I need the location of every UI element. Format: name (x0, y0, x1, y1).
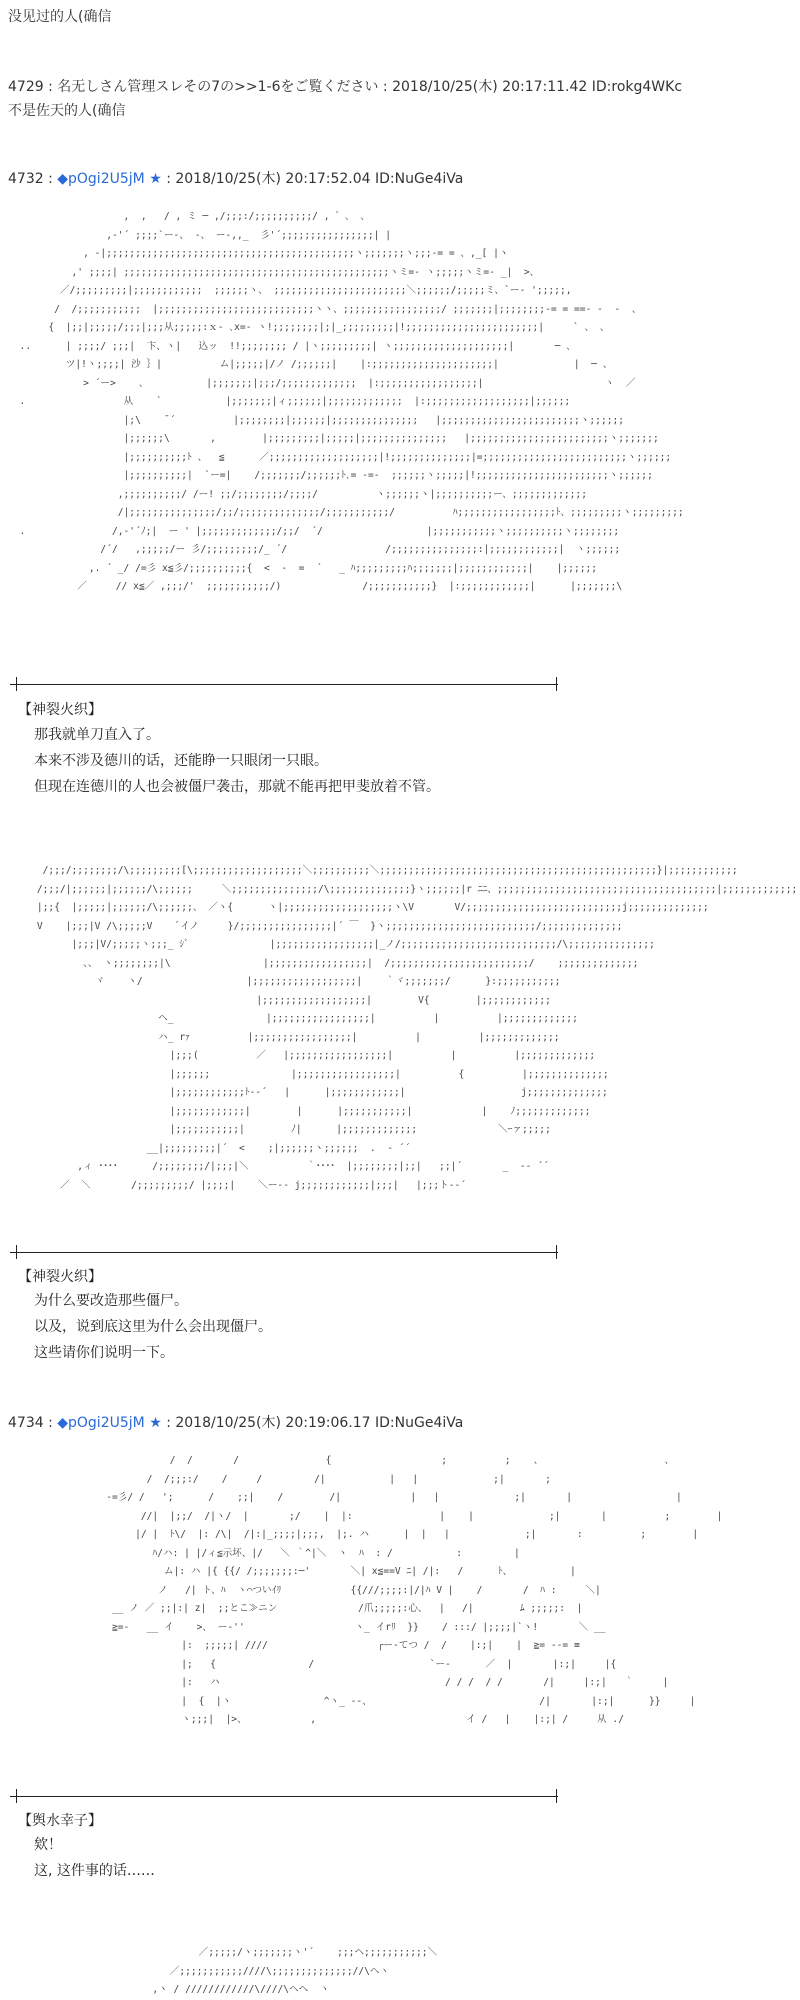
divider-tick-left (16, 1245, 17, 1259)
divider-tick-right (556, 1245, 557, 1259)
star-icon: ★ (149, 171, 162, 187)
post-header-4732 (8, 168, 463, 188)
speaker-name: 【神裂火织】 (18, 702, 102, 718)
speaker-name: 【舆水幸子】 (18, 1813, 102, 1829)
dialogue-line: 但现在连德川的人也会被僵尸袭击，那就不能再把甲斐放着不管。 (34, 779, 440, 795)
dialogue-line: 为什么要改造那些僵尸。 (34, 1293, 188, 1309)
ascii-art-panel-2: /;;;/;;;;;;;;/\;;;;;;;;;[\;;;;;;;;;;;;;;;;;;;＼;;;;;;;;;;＼;;;;;;;;;;;;;;;;;;;;;;;;;;;;;;;;;;;;;;;;;;;;;;;;}|;;;;;;;;;;;; /;;;/|;;;;;;|;;;;;;/\;;;;;; ＼;;;;;;;;;;;;;;;/\;;;;;;;;;;;;;;}ヽ;;;;;;|r ﾆﾆ、;;;;;;;;;;;;;;;;;;;;;;;;;;;;;;;;;;;;;;|;;;;;;;;;;;;; |;;{ |;;;;;|;;;;;;/\;;;;;;、 ／ヽ{ ヽ|;;;;;;;;;;;;;;;;;;;ヽ\V V/;;;;;;;;;;;;;;;;;;;;;;;;;;;j;;;;;;;;;;;;;; V |;;;|V /\;;;;;V ﾞイノ }/;;;;;;;;;;;;;;;;|´ ￣ }ヽ;;;;;;;;;;;;;;;;;;;;;;;;;;/;;;;;;;;;;;;;; |;;;|V/;;;;;ヽ;;;_ ｼﾞ |;;;;;;;;;;;;;;;;;|_ノ/;;;;;;;;;;;;;;;;;;;;;;;;;;;/\;;;;;;;;;;;;;;; 、、 ヽ;;;;;;;;|\ |;;;;;;;;;;;;;;;;;| /;;;;;;;;;;;;;;;;;;;;;;;;/ ;;;;;;;;;;;;;; ヾ ヽ/ |;;;;;;;;;;;;;;;;;;| ｀ヾ;;;;;;;/ }:;;;;;;;;;;; |;;;;;;;;;;;;;;;;;;| V{ |;;;;;;;;;;;; ヘ_ |;;;;;;;;;;;;;;;;;| | |;;;;;;;;;;;;; ハ_ rｧ |;;;;;;;;;;;;;;;;;| | |;;;;;;;;;;;;; |;;;( ／ |;;;;;;;;;;;;;;;;;| | |;;;;;;;;;;;;; |;;;;;; |;;;;;;;;;;;;;;;;;| { |;;;;;;;;;;;;;; |;;;;;;;;;;;;ﾄ-‐´ | |;;;;;;;;;;;;| j;;;;;;;;;;;;;; |;;;;;;;;;;;;| | |;;;;;;;;;;;| | ﾉ;;;;;;;;;;;;; |;;;;;;;;;;;| ﾉ| |;;;;;;;;;;;;; ＼ｰァ;;;;; __|;;;;;;;;;|´ < ;|;;;;;;ヽ;;;;;; . ‐ ´´ ,ィ ････ /;;;;;;;;/|;;;|＼ ｀････ |;;;;;;;;|;;| ;;|´ _ -‐ ´´ ／ ＼ /;;;;;;;;;/ |;;;;| ＼ー‐‐ j;;;;;;;;;;;;|;;;| |;;;ト-‐´ (36, 865, 798, 1191)
post-meta: : 2018/10/25(木) 20:17:52.04 ID:NuGe4iVa (161, 171, 464, 187)
post-meta: : 2018/10/25(木) 20:19:06.17 ID:NuGe4iVa (161, 1415, 464, 1431)
divider-tick-left (16, 677, 17, 691)
dialogue-line: 以及，说到底这里为什么会出现僵尸。 (34, 1319, 272, 1335)
panel-divider-3 (10, 1796, 558, 1797)
dialogue-line: 这些请你们说明一下。 (34, 1345, 174, 1361)
trip-code-link[interactable]: ◆pOgi2U5jM (57, 171, 145, 187)
post-number: 4734 : (8, 1415, 58, 1431)
divider-tick-right (556, 1789, 557, 1803)
trip-code-link[interactable]: ◆pOgi2U5jM (57, 1415, 145, 1431)
panel-divider-1 (10, 684, 558, 685)
post-number: 4732 : (8, 171, 58, 187)
panel-divider-2 (10, 1252, 558, 1253)
post-header-4729: 4729 : 名无しさん管理スレその7の>>1-6をご覧ください : 2018/10/25(木) 20:17:11.42 ID:rokg4WKc (8, 79, 683, 95)
star-icon: ★ (149, 1415, 162, 1431)
dialogue-line: 这, 这件事的话…… (34, 1863, 155, 1879)
divider-tick-right (556, 677, 557, 691)
ascii-art-fragment: ／;;;;;/ヽ;;;;;;;ヽ'´ ;;;ヘ;;;;;;;;;;;＼ ／;;;;;;;;;;;////\;;;;;;;;;;;;;;//\ヘヽ ,ヽ / ////////////\////\ヘヘ ヽ (152, 1947, 438, 1995)
dialogue-line: 那我就单刀直入了。 (34, 727, 160, 743)
ascii-art-panel-3: / / / { ; ; 、 、 / /;;;:/ / / /| | | ;| ; -=彡/ / '; / ;;| / /| | | ;| | | //| |;;/ /|ヽ/ | ;/ | |: | | ;| | ; | |/ | ﾄ\/ |: /\| /|:|_;;;;|;;;, |;. ハ | | | ;| : ; | ﾊ/ハ: | |/ィ≦示坏、|/ ＼ ｀^|＼ ヽ ﾊ : / : | ム|: ハ |{ {{/ /;;;;;;;:─' ＼| x≦==V ﾆ| /|: / ﾄ、 | ノ /| ト、ﾊ ヽ⌒ついｲﾘ {{///;;;;:|/|ﾊ V | / / ﾊ : ＼| __ ノ ／ ;;|:| z| ;;とこ≫ニン /爪;;;;;:心、 | /| ﾑ ;;;;;: | ≧=- __ イ >、 ー‐'' ヽ_ イrﾘ }} / :::/ |;;;;|`ヽ! ＼ __ |: ;;;;;| //// ┌ー-てつ / / |:;| | ≧= ‐‐= ≡ |; { / `ー- ／ | |:;| |{ |: ハ / / / / / /| |:;| ｀ | | { |ヽ ^ヽ_ ‐-、 /| |:;| }} | ヽ;;;| |>、 , イ / | |:;| / 从 ./ (106, 1455, 723, 1725)
post-body-4729: 不是佐天的人(确信 (8, 103, 126, 119)
dialogue-line: 本来不涉及德川的话，还能睁一只眼闭一只眼。 (34, 753, 328, 769)
dialogue-line: 欸！ (34, 1837, 62, 1853)
speaker-name: 【神裂火织】 (18, 1269, 102, 1285)
divider-tick-left (16, 1789, 17, 1803)
previous-post-fragment: 没见过的人(确信 (8, 9, 112, 25)
ascii-art-panel-1: , , / , ミ ─ ,/;;;:/;;;;;;;;;;/ , ゛、 、 ,-'´ ;;;;`ー-、 -、 ー-,,_ 彡'´;;;;;;;;;;;;;;;;| | , -|;;;;;;;;;;;;;;;;;;;;;;;;;;;;;;;;;;;;;;;;;;;ヽ;;;;;;;ヽ;;;-= = 、,_[ |ヽ ,' ;;;;| ;;;;;;;;;;;;;;;;;;;;;;;;;;;;;;;;;;;;;;;;;;;;;;ヽミ=- ヽ;;;;;ヽミ=- _| >、 ／/;;;;;;;;;|;;;;;;;;;;;; ;;;;;;ヽ、 ;;;;;;;;;;;;;;;;;;;;;;;＼;;;;;;/;;;;;ミ、`ー- ';;;;;, / /;;;;;;;;;;; |;;;;;;;;;;;;;;;;;;;;;;;;;;;ヽヽ、;;;;;;;;;;;;;;;;;/ ;;;;;;;|;;;;;;;;-= = ==- - - 、 { |;;|;;;;;/;;;|;;;从;;;;;:ｘ‐ ､x=- ヽ!;;;;;;;;|;|_;;;;;;;;;|!;;;;;;;;;;;;;;;;;;;;;;;| ` 、 、 .. | ;;;;/ ;;;| 卞、ヽ| 込ッ !!;;;;;;;; / |ヽ;;;;;;;;;| ヽ;;;;;;;;;;;;;;;;;;;;| ─ 、 ツ|!ヽ;;;;| 沙 ｝| ム|;;;;;|/ノ /;;;;;;| |:;;;;;;;;;;;;;;;;;;;;;| | ─ 、 > ´ー> 、 |;;;;;;;|;;;/;;;;;;;;;;;;; |:;;;;;;;;;;;;;;;;;| ヽ ／ . 从 ` |;;;;;;;|ィ;;;;;;|;;;;;;;;;;;;; |:;;;;;;;;;;;;;;;;;;|;;;;;; |;\ ̄ ´ |;;;;;;;;|;;;;;;|;;;;;;;;;;;;;;; |;;;;;;;;;;;;;;;;;;;;;;;;ヽ;;;;;; |;;;;;;\ , |;;;;;;;;;|;;;;;|;;;;;;;;;;;;;;; |;;;;;;;;;;;;;;;;;;;;;;;;ヽ;;;;;;; |;;;;;;;;;;ﾄ 、 ≦ ／;;;;;;;;;;;;;;;;;;;|!;;;;;;;;;;;;;;|=;;;;;;;;;;;;;;;;;;;;;;;;;ヽ;;;;;; |;;;;;;;;;;| `ー=| /;;;;;;;/;;;;;;ﾄ､= -=- ;;;;;;ヽ;;;;;|!;;;;;;;;;;;;;;;;;;;;;;;ヽ;;;;;; ,;;;;;;;;;;/ /ー! ;;/;;;;;;;;/;;;;/ ヽ;;;;;;ヽ|;;;;;;;;;;ー、;;;;;;;;;;;;; /|;;;;;;;;;;;;;;;/;;/;;;;;;;;;;;;;;/;;;;;;;;;;;/ ﾊ;;;;;;;;;;;;;;;;;ﾄ、;;;;;;;;;ヽ;;;;;;;;; . /,-'´ﾉ;| ー ' |;;;;;;;;;;;;;/;;/ ´/ |;;;;;;;;;;;ヽ;;;;;;;;;;ヽ;;;;;;;; /´/ ,;;;;;/ー 彡/;;;;;;;;;/_ ´/ /;;;;;;;;;;;;;;;:|;;;;;;;;;;;;| ヽ;;;;;; ,. ´ _/ /=彡 x≦彡/;;;;;;;;;;{ < ‐ = ´ _ ﾊ;;;;;;;;;ﾊ;;;;;;;|;;;;;;;;;;;;| |;;;;;; ／ // x≦／ ,;;;/' ;;;;;;;;;;;/) /;;;;;;;;;;;} |:;;;;;;;;;;;;| |;;;;;;;\ (19, 211, 684, 592)
post-header-4734 (8, 1412, 463, 1432)
